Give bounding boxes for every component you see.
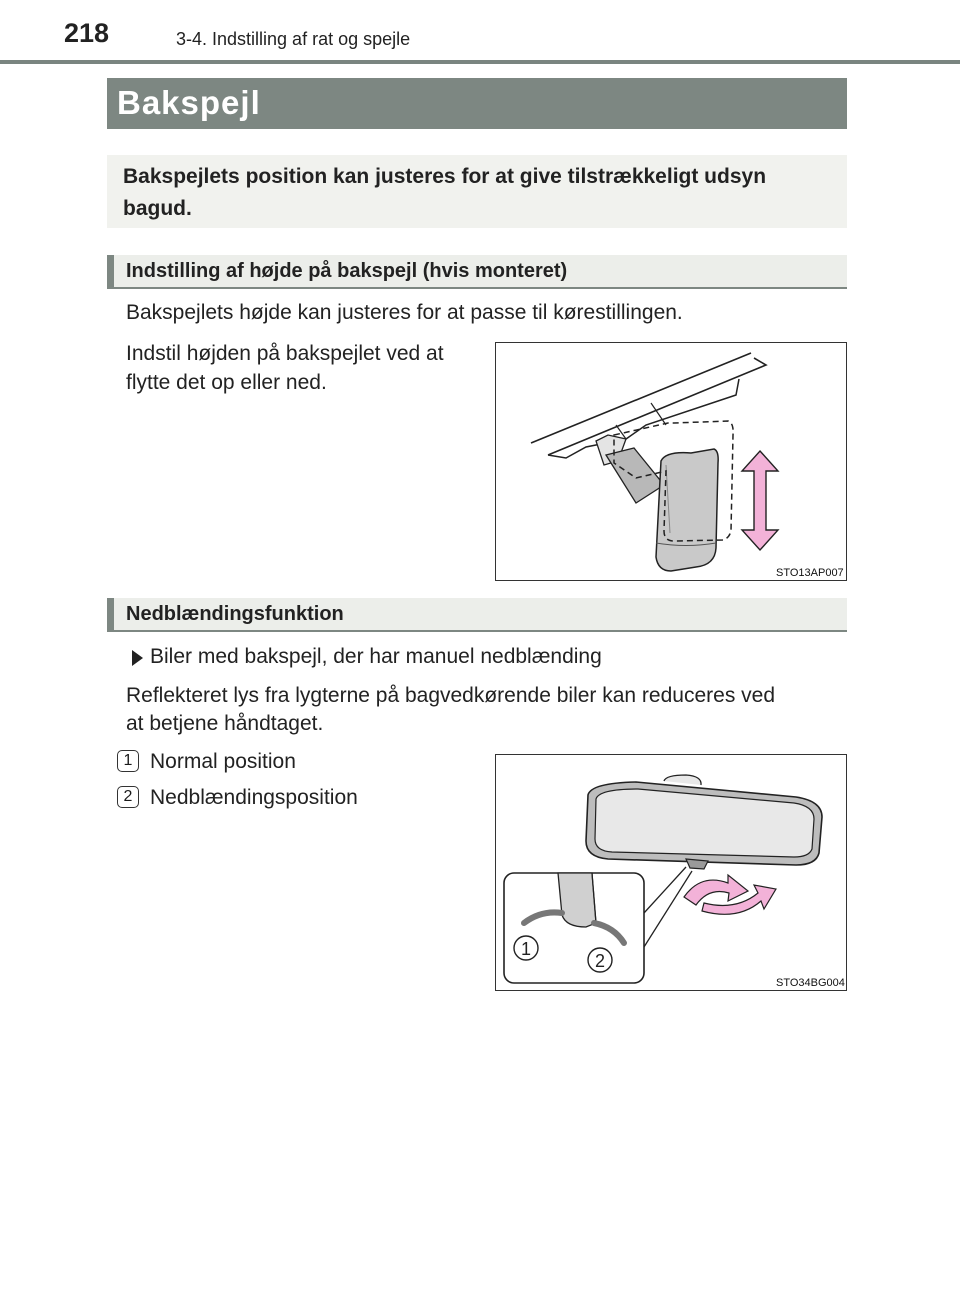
mirror-dimming-illustration [496,755,847,991]
figure-code: STO34BG004 [776,977,845,989]
item-label-normal: Normal position [150,750,296,773]
dimming-text-line2: at betjene håndtaget. [126,712,324,735]
callout-2-label: 2 [594,951,606,971]
section-heading-label: Nedblændingsfunktion [126,603,344,625]
chapter-title: 3-4. Indstilling af rat og spejle [176,29,411,49]
header-divider [0,60,960,64]
dimming-text-line1: Reflekteret lys fra lygterne på bagvedkørende biler kan reduceres ved [126,684,776,707]
intro-text: Bakspejlets position kan justeres for at give tilstrækkeligt udsyn bagud. [123,165,767,220]
callout-1-label: 1 [520,939,532,959]
section-title-bar [107,78,847,129]
page-title: Bakspejl [117,84,261,121]
intro-box [107,155,847,228]
section-heading-height-adjust [107,255,847,289]
mirror-height-figure [495,342,847,581]
item-label-dimming: Nedblændingsposition [150,786,358,809]
bullet-triangle-icon [132,650,143,666]
mirror-height-illustration [496,343,847,581]
figure-code: STO13AP007 [776,567,844,579]
heading-marker [107,598,114,630]
section-heading-dimming [107,598,847,632]
mirror-dimming-figure [495,754,847,991]
height-adjust-text: Bakspejlets højde kan justeres for at passe til kørestillingen. [126,301,683,324]
page-number: 218 [64,18,110,48]
heading-marker [107,255,114,287]
height-instruction-line2: flytte det op eller ned. [126,371,327,394]
height-instruction-line1: Indstil højden på bakspejlet ved at [126,342,444,365]
section-heading-label: Indstilling af højde på bakspejl (hvis monteret) [126,260,568,282]
bullet-text: Biler med bakspejl, der har manuel nedblænding [150,645,602,668]
item-number-badge: 2 [117,786,139,808]
item-number-badge: 1 [117,750,139,772]
